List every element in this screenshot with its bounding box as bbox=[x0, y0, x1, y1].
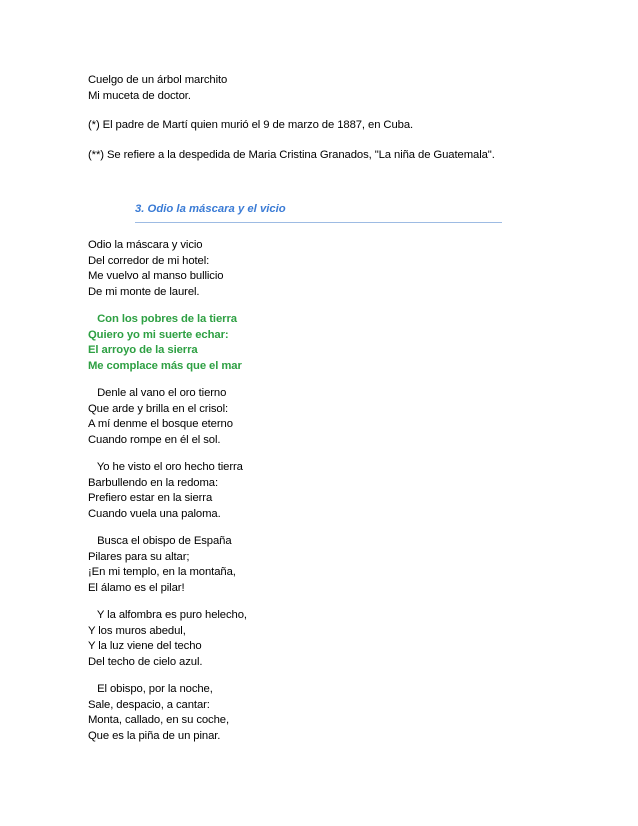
stanza-3-line-3: A mí denme el bosque eterno bbox=[88, 418, 233, 430]
stanza-7-line-2: Sale, despacio, a cantar: bbox=[88, 699, 210, 711]
stanza-7-line-4: Que es la piña de un pinar. bbox=[88, 730, 221, 742]
stanza-2-line-1: Con los pobres de la tierra bbox=[88, 313, 237, 325]
stanza-3-line-4: Cuando rompe en él el sol. bbox=[88, 434, 221, 446]
heading-underline bbox=[135, 222, 502, 223]
stanza-1-line-3: Me vuelvo al manso bullicio bbox=[88, 270, 224, 282]
stanza-1-line-1: Odio la máscara y vicio bbox=[88, 239, 203, 251]
stanza-1-line-4: De mi monte de laurel. bbox=[88, 286, 200, 298]
stanza-4-line-1: Yo he visto el oro hecho tierra bbox=[88, 461, 243, 473]
stanza-5-line-1: Busca el obispo de España bbox=[88, 535, 232, 547]
stanza-2-line-4: Me complace más que el mar bbox=[88, 360, 242, 372]
stanza-3-line-1: Denle al vano el oro tierno bbox=[88, 387, 227, 399]
stanza-3-line-2: Que arde y brilla en el crisol: bbox=[88, 403, 229, 415]
stanza-7-line-3: Monta, callado, en su coche, bbox=[88, 714, 230, 726]
stanza-4-line-2: Barbullendo en la redoma: bbox=[88, 477, 219, 489]
intro-line-2: Mi muceta de doctor. bbox=[88, 90, 191, 102]
stanza-6-line-2: Y los muros abedul, bbox=[88, 625, 186, 637]
stanza-5-line-2: Pilares para su altar; bbox=[88, 551, 190, 563]
stanza-4-line-4: Cuando vuela una paloma. bbox=[88, 508, 221, 520]
stanza-6-line-3: Y la luz viene del techo bbox=[88, 640, 202, 652]
stanza-7-line-1: El obispo, por la noche, bbox=[88, 683, 213, 695]
section-heading: 3. Odio la máscara y el vicio bbox=[135, 203, 286, 215]
stanza-6-line-4: Del techo de cielo azul. bbox=[88, 656, 203, 668]
stanza-2-line-3: El arroyo de la sierra bbox=[88, 344, 198, 356]
stanza-1-line-2: Del corredor de mi hotel: bbox=[88, 255, 210, 267]
stanza-6-line-1: Y la alfombra es puro helecho, bbox=[88, 609, 247, 621]
stanza-5-line-3: ¡En mi templo, en la montaña, bbox=[88, 566, 236, 578]
intro-line-1: Cuelgo de un árbol marchito bbox=[88, 74, 228, 86]
stanza-4-line-3: Prefiero estar en la sierra bbox=[88, 492, 213, 504]
footnote-2: (**) Se refiere a la despedida de Maria Cristina Granados, "La niña de Guatemala". bbox=[88, 149, 495, 161]
stanza-2-line-2: Quiero yo mi suerte echar: bbox=[88, 329, 229, 341]
stanza-5-line-4: El álamo es el pilar! bbox=[88, 582, 185, 594]
footnote-1: (*) El padre de Martí quien murió el 9 de marzo de 1887, en Cuba. bbox=[88, 119, 414, 131]
